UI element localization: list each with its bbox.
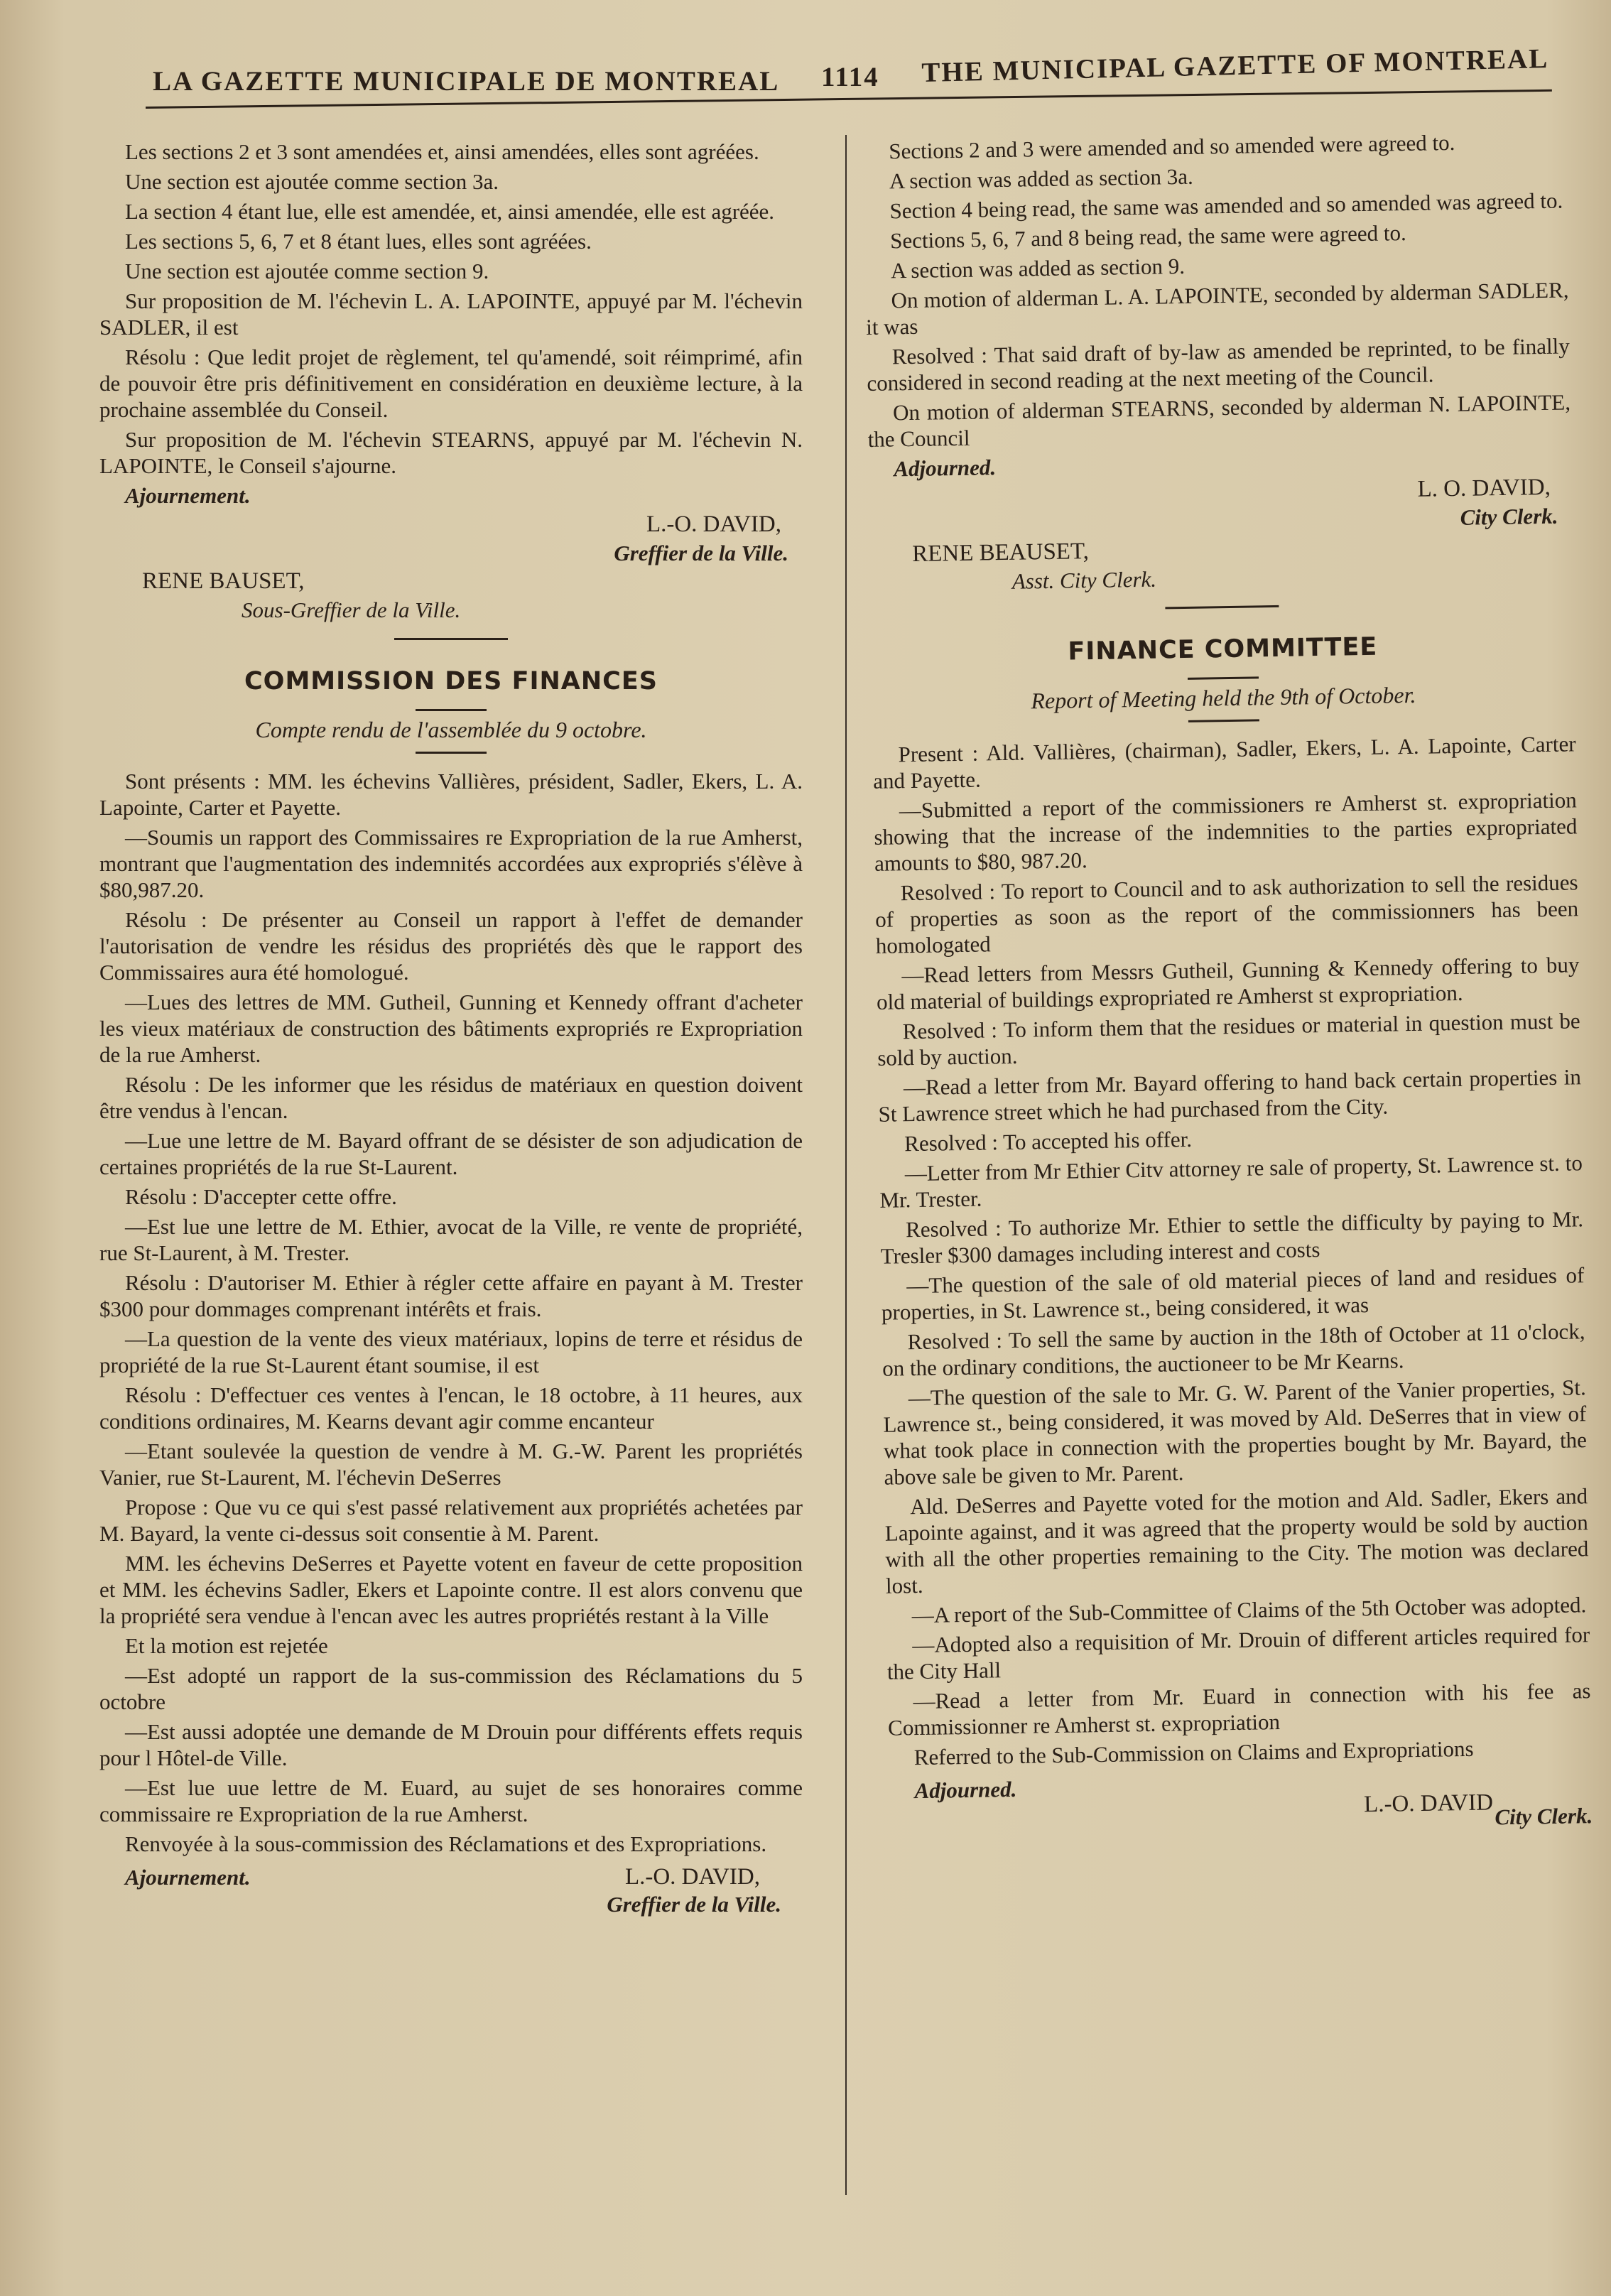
- paragraph: —The question of the sale of old material pieces of land and residues of properties, in St. Lawrence st., being considered, it was: [881, 1262, 1585, 1325]
- paragraph: MM. les échevins DeSerres et Payette votent en faveur de cette proposition et MM. les échevins Sadler, Ekers et Lapointe contre. Il est alors convenu que la propriété sera vendue à l'encan avec les autres propriétés restant à la Ville: [99, 1551, 803, 1628]
- assistant-name: RENE BEAUSET,: [911, 538, 1090, 567]
- clerk-title: City Clerk.: [1495, 1803, 1593, 1830]
- paragraph: —Read a letter from Mr. Bayard offering to hand back certain properties in St Lawrence street which he had purchased from the City.: [878, 1064, 1582, 1127]
- paragraph: —Read letters from Messrs Gutheil, Gunning & Kennedy offering to buy old material of buildings expropriated re Amherst st expropriation.: [876, 952, 1580, 1014]
- paragraph: Resolved : To sell the same by auction in the 18th of October at 11 o'clock, on the ordinary conditions, the auctioneer to be Mr Kearns.: [882, 1318, 1585, 1381]
- paragraph: Sections 5, 6, 7 and 8 being read, the same were agreed to.: [889, 220, 1406, 254]
- final-signature-block: [99, 1864, 803, 1928]
- assistant-title: Sous-Greffier de la Ville.: [242, 597, 461, 622]
- paragraph: —Est aussi adoptée une demande de M Drouin pour différents effets requis pour l Hôtel-de Ville.: [99, 1719, 803, 1770]
- paragraph: Résolu : D'effectuer ces ventes à l'encan, le 18 octobre, à 11 heures, aux conditions ordinaires, M. Kearns devant agir comme encanteur: [99, 1382, 803, 1434]
- paragraph: Resolved : To accepted his offer.: [904, 1126, 1193, 1157]
- signature-block: [869, 474, 1573, 599]
- section-rule: [416, 752, 487, 754]
- left-top-paragraphs: [99, 139, 803, 479]
- final-signature-block: [889, 1767, 1593, 1842]
- page-number: 1114: [821, 62, 879, 92]
- paragraph: —Est lue une lettre de M. Ethier, avocat de la Ville, re vente de propriété, rue St-Laurent, à M. Trester.: [99, 1214, 803, 1265]
- paragraph: —Etant soulevée la question de vendre à M. G.-W. Parent les propriétés Vanier, rue St-Laurent, M. l'échevin DeSerres: [99, 1439, 803, 1490]
- section-subtitle: Report of Meeting held the 9th of October.: [1031, 681, 1416, 714]
- paragraph: —Submitted a report of the commissioners re Amherst st. expropriation showing that the increase of the indemnities to the parties expropriated amounts to $80, 987.20.: [874, 787, 1578, 876]
- paragraph: Resolved : To report to Council and to ask authorization to sell the residues of properties as soon as the report of the commissionners has been homologated: [874, 870, 1579, 958]
- right-finance-paragraphs: [872, 730, 1592, 1770]
- paragraph: Résolu : De présenter au Conseil un rapport à l'effet de demander l'autorisation de vendre les résidus des propriétés dès que le rapport des Commissaires aura été homologué.: [99, 907, 803, 985]
- french-column: [99, 139, 803, 1928]
- paragraph: Résolu : De les informer que les résidus de matériaux en question doivent être vendus à l'encan.: [99, 1072, 803, 1123]
- paragraph: Et la motion est rejetée: [125, 1633, 328, 1658]
- clerk-name: L. O. DAVID,: [1417, 474, 1551, 502]
- section-rule: [416, 709, 487, 711]
- adjourn-label: Adjourned.: [894, 455, 997, 482]
- paragraph: —Est adopté un rapport de la sus-commission des Réclamations du 5 octobre: [99, 1663, 803, 1714]
- paragraph: Résolu : D'accepter cette offre.: [125, 1184, 397, 1209]
- paragraph: A section was added as section 9.: [890, 253, 1186, 283]
- paragraph: La section 4 étant lue, elle est amendée, et, ainsi amendée, elle est agréée.: [125, 199, 775, 224]
- clerk-name: L.-O. DAVID: [1363, 1789, 1494, 1818]
- paragraph: On motion of alderman L. A. LAPOINTE, seconded by alderman SADLER, it was: [865, 277, 1569, 340]
- assistant-title: Asst. City Clerk.: [1011, 566, 1157, 594]
- paragraph: Résolu : D'autoriser M. Ethier à régler cette affaire en payant à M. Trester $300 pour dommages comprenant intérêts et frais.: [99, 1270, 803, 1321]
- paragraph: —Est lue uue lettre de M. Euard, au sujet de ses honoraires comme commissaire re Expropriation de la rue Amherst.: [99, 1775, 803, 1826]
- adjourn-label: Ajournement.: [125, 1865, 251, 1890]
- clerk-title: Greffier de la Ville.: [607, 1892, 781, 1917]
- section-rule: [1188, 676, 1259, 680]
- clerk-title: Greffier de la Ville.: [614, 541, 788, 565]
- paragraph: Resolved : To inform them that the residues or material in question must be sold by auction.: [877, 1008, 1580, 1071]
- paragraph: Resolved : To authorize Mr. Ethier to settle the difficulty by paying to Mr. Tresler $300 damages including interest and costs: [880, 1206, 1584, 1269]
- paragraph: —Read a letter from Mr. Euard in connection with his fee as Commissionner re Amherst st. expropriation: [887, 1678, 1591, 1740]
- paragraph: Sont présents : MM. les échevins Vallières, président, Sadler, Ekers, L. A. Lapointe, Carter et Payette.: [99, 769, 803, 820]
- signature-block: [99, 511, 803, 625]
- paragraph: Résolu : Que ledit projet de règlement, tel qu'amendé, soit réimprimé, afin de pouvoir être pris définitivement en considération en deuxième lecture, à la prochaine assemblée du Conseil.: [99, 345, 803, 422]
- paragraph: Sur proposition de M. l'échevin STEARNS, appuyé par M. l'échevin N. LAPOINTE, le Conseil s'ajourne.: [99, 427, 803, 478]
- paragraph: —Lue une lettre de M. Bayard offrant de se désister de son adjudication de certaines propriétés de la rue St-Laurent.: [99, 1128, 803, 1179]
- section-subtitle: Compte rendu de l'assemblée du 9 octobre.: [255, 717, 647, 742]
- clerk-title: City Clerk.: [1460, 503, 1558, 530]
- section-title: FINANCE COMMITTEE: [1068, 632, 1378, 666]
- paragraph: Sur proposition de M. l'échevin L. A. LAPOINTE, appuyé par M. l'échevin SADLER, il est: [99, 288, 803, 340]
- header-right-title: THE MUNICIPAL GAZETTE OF MONTREAL: [921, 43, 1549, 89]
- paragraph: Les sections 2 et 3 sont amendées et, ainsi amendées, elles sont agréées.: [125, 139, 759, 164]
- paragraph: —Adopted also a requisition of Mr. Drouin of different articles required for the City Hall: [886, 1622, 1590, 1684]
- paragraph: Resolved : That said draft of by-law as amended be reprinted, to be finally considered in second reading at the next meeting of the Council.: [867, 333, 1570, 396]
- section-title: COMMISSION DES FINANCES: [244, 667, 658, 695]
- clerk-name: L.-O. DAVID,: [624, 1864, 760, 1890]
- paragraph: Les sections 5, 6, 7 et 8 étant lues, elles sont agréées.: [125, 229, 592, 254]
- adjourn-label: Ajournement.: [125, 483, 251, 508]
- paragraph: —Letter from Mr Ethier Citv attorney re sale of property, St. Lawrence st. to Mr. Trester.: [879, 1150, 1583, 1213]
- section-rule: [1165, 605, 1279, 610]
- section-rule: [394, 638, 508, 640]
- paragraph: A section was added as section 3a.: [889, 163, 1194, 194]
- left-finance-paragraphs: [99, 768, 803, 1857]
- column-divider: [845, 135, 847, 2195]
- header-left-title: LA GAZETTE MUNICIPALE DE MONTREAL: [153, 66, 780, 97]
- clerk-name: L.-O. DAVID,: [646, 511, 781, 537]
- paragraph: On motion of alderman STEARNS, seconded by alderman N. LAPOINTE, the Council: [867, 389, 1571, 452]
- paragraph: Present : Ald. Vallières, (chairman), Sadler, Ekers, L. A. Lapointe, Carter and Payette.: [872, 731, 1576, 794]
- paragraph: —A report of the Sub-Committee of Claims of the 5th October was adopted.: [911, 1592, 1587, 1628]
- paragraph: Une section est ajoutée comme section 3a.: [125, 169, 499, 194]
- paragraph: Une section est ajoutée comme section 9.: [125, 259, 489, 283]
- paragraph: —Lues des lettres de MM. Gutheil, Gunning et Kennedy offrant d'acheter les vieux matériaux de construction des bâtiments expropriés re Expropriation de la rue Amherst.: [99, 990, 803, 1067]
- paragraph: Ald. DeSerres and Payette voted for the motion and Ald. Sadler, Ekers and Lapointe against, and it was agreed that the property would be sold by auction with all the other properties remaining to the City. The motion was declared lost.: [884, 1483, 1589, 1598]
- english-column: [863, 127, 1593, 1841]
- right-top-paragraphs: [863, 127, 1571, 452]
- adjourn-label: Adjourned.: [914, 1776, 1017, 1804]
- paragraph: Propose : Que vu ce qui s'est passé relativement aux propriétés achetées par M. Bayard, la vente ci-dessus soit consentie à M. Parent.: [99, 1495, 803, 1546]
- paragraph: —The question of the sale to Mr. G. W. Parent of the Vanier properties, St. Lawrence st., being considered, it was moved by Ald. DeSerres that in view of what took place in connection with the properties bought by Mr. Bayard, the above sale be given to Mr. Parent.: [883, 1375, 1588, 1490]
- paragraph: Renvoyée à la sous-commission des Réclamations et des Expropriations.: [125, 1831, 767, 1856]
- paragraph: Sections 2 and 3 were amended and so amended were agreed to.: [889, 129, 1455, 164]
- section-rule: [1188, 719, 1259, 722]
- paragraph: Referred to the Sub-Commission on Claims and Expropriations: [913, 1735, 1474, 1770]
- paragraph: —Soumis un rapport des Commissaires re Expropriation de la rue Amherst, montrant que l'augmentation des indemnités accordées aux expropriés s'élève à $80,987.20.: [99, 825, 803, 902]
- paragraph: Section 4 being read, the same was amended and so amended was agreed to.: [889, 188, 1563, 224]
- assistant-name: RENE BAUSET,: [142, 568, 305, 594]
- paragraph: —La question de la vente des vieux matériaux, lopins de terre et résidus de propriété de la rue St-Laurent étant soumise, il est: [99, 1326, 803, 1377]
